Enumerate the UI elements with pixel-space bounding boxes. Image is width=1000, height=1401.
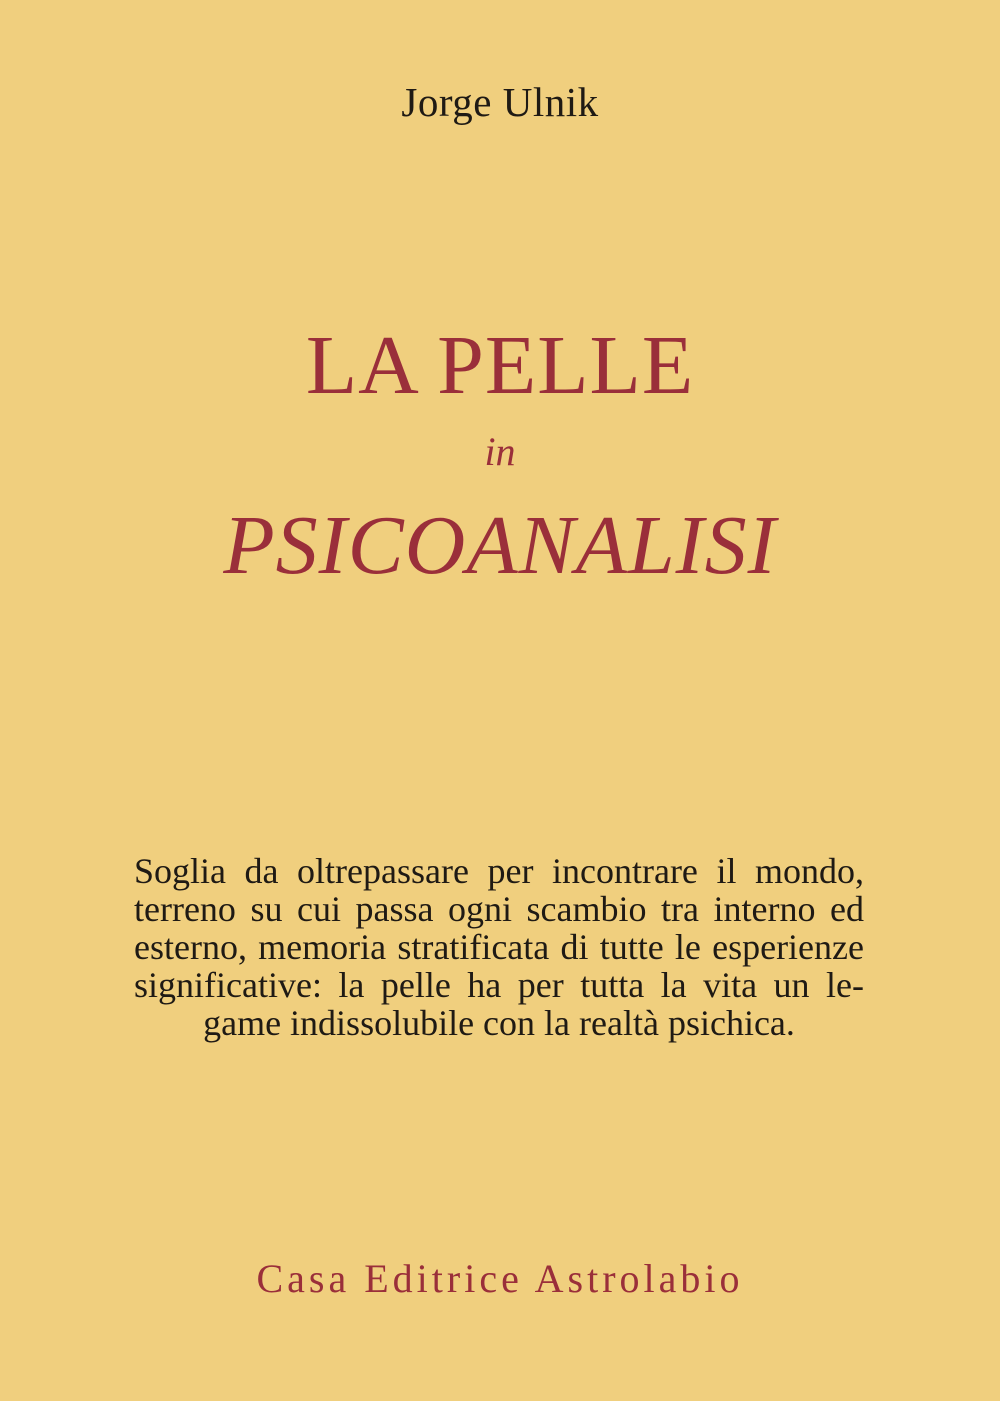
author-name: Jorge Ulnik: [401, 79, 599, 125]
book-title-connector: in: [484, 429, 516, 474]
blurb-line: significative: la pelle ha per tutta la vita un le-: [134, 965, 864, 1005]
blurb-line: Soglia da oltrepassare per incontrare il mondo,: [134, 851, 864, 891]
book-title-main: LA PELLE: [305, 319, 695, 412]
blurb-line: game indissolubile con la realtà psichica.: [203, 1003, 795, 1043]
cover-blurb: [134, 852, 864, 1042]
blurb-line: esterno, memoria stratificata di tutte le esperienze: [134, 927, 864, 967]
book-title-sub: PSICOANALISI: [223, 499, 777, 592]
blurb-line: terreno su cui passa ogni scambio tra interno ed: [134, 889, 864, 929]
publisher-name: Casa Editrice Astrolabio: [256, 1256, 744, 1301]
